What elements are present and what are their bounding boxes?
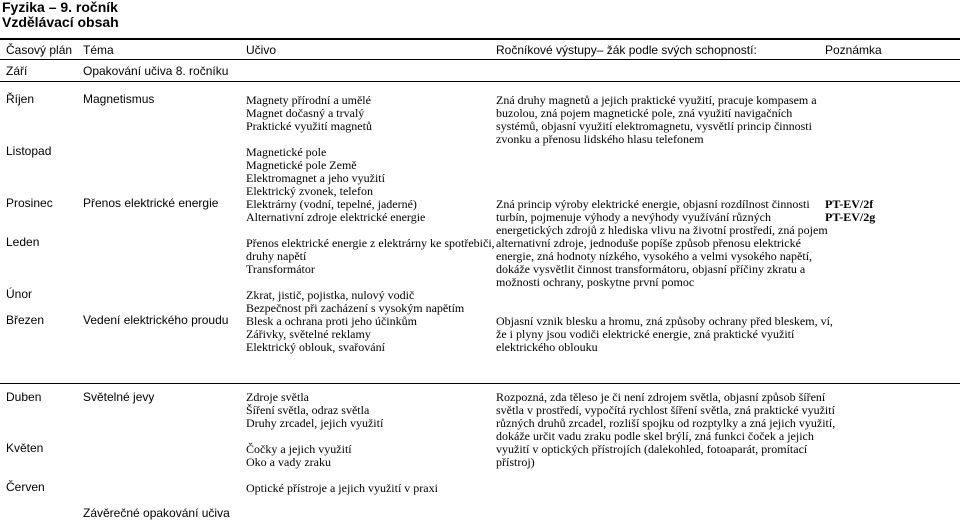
content-item: Zkrat, jistič, pojistka, nulový vodič: [246, 288, 415, 302]
month-february: Únor: [6, 287, 33, 301]
topic-energy-transfer: Přenos elektrické energie: [83, 196, 219, 210]
content-item: Druhy zrcadel, jejich využití: [246, 416, 384, 430]
content-item: Elektrický oblouk, svařování: [246, 340, 385, 354]
header-topic: Téma: [83, 43, 114, 57]
header-time-plan: Časový plán: [6, 43, 73, 57]
header-note: Poznámka: [825, 43, 882, 57]
header-outcomes: Ročníkové výstupy– žák podle svých schopností:: [496, 43, 757, 57]
content-item: Přenos elektrické energie z elektrárny ke spotřebiči,: [246, 236, 495, 250]
content-item: Magnetické pole Země: [246, 158, 357, 172]
content-item: Šíření světla, odraz světla: [246, 403, 370, 417]
content-item: Oko a vady zraku: [246, 455, 331, 469]
content-item: Elektrárny (vodní, tepelné, jaderné): [246, 197, 417, 211]
outcome-line: využití v optických přístrojích (dalekohled, fotoaparát, promítací: [496, 442, 808, 456]
outcome-line: dokáže určit vadu zraku podle skel brýlí, zná funkci čoček a jejich: [496, 429, 814, 443]
content-item: Bezpečnost při zacházení s vysokým napětím: [246, 301, 465, 315]
outcome-line: dokáže vysvětlit činnost transformátoru, objasní příčiny zkratu a: [496, 262, 806, 276]
outcome-line: zvonku a přenosu lidského hlasu telefonem: [496, 132, 704, 146]
month-november: Listopad: [6, 144, 52, 158]
content-item: Transformátor: [246, 262, 315, 276]
outcome-line: přístroj): [496, 455, 535, 469]
topic-review: Opakování učiva 8. ročníku: [83, 64, 229, 78]
content-item: Alternativní zdroje elektrické energie: [246, 210, 426, 224]
content-item: druhy napětí: [246, 249, 307, 263]
header-content: Učivo: [246, 43, 277, 57]
outcome-line: buzolou, zná pojem magnetické pole, zná využití navigačních: [496, 106, 793, 120]
month-april: Duben: [6, 390, 42, 404]
month-june: Červen: [6, 480, 45, 494]
topic-final-review: Závěrečné opakování učiva: [83, 506, 230, 520]
note-code: PT-EV/2f: [825, 197, 874, 211]
content-item: Blesk a ochrana proti jeho účinkům: [246, 314, 417, 328]
month-december: Prosinec: [6, 196, 53, 210]
month-october: Říjen: [6, 92, 35, 106]
content-item: Praktické využití magnetů: [246, 119, 372, 133]
outcome-line: Zná druhy magnetů a jejich praktické využití, pracuje kompasem a: [496, 93, 817, 107]
month-may: Květen: [6, 441, 44, 455]
topic-light: Světelné jevy: [83, 390, 155, 404]
content-item: Elektrický zvonek, telefon: [246, 184, 373, 198]
section-divider: [0, 383, 960, 384]
outcome-line: alternativní zdroje, jednoduše popíše způsob přenosu elektrické: [496, 236, 801, 250]
content-item: Zdroje světla: [246, 390, 309, 404]
content-item: Čočky a jejich využití: [246, 442, 352, 456]
topic-current-conduction: Vedení elektrického proudu: [83, 313, 229, 327]
content-item: Elektromagnet a jeho využití: [246, 171, 385, 185]
outcome-line: systémů, objasní využití elektromagnetu, vysvětlí princip činnosti: [496, 119, 812, 133]
content-item: Magnetické pole: [246, 145, 327, 159]
outcome-line: možnosti ochrany, poskytne první pomoc: [496, 275, 695, 289]
month-january: Leden: [6, 235, 40, 249]
header-bottom-border: [0, 59, 960, 60]
outcome-line: Zná princip výroby elektrické energie, objasní rozdílnost činnosti: [496, 197, 810, 211]
content-item: Magnet dočasný a trvalý: [246, 106, 365, 120]
outcome-line: světla v prostředí, vypočítá rychlost šíření světla, zná praktické využití: [496, 403, 835, 417]
month-march: Březen: [6, 313, 45, 327]
outcome-line: že i plyny jsou vodiči elektrické energie, zná praktické využití: [496, 327, 795, 341]
content-item: Optické přístroje a jejich využití v praxi: [246, 481, 438, 495]
content-item: Zářivky, světelné reklamy: [246, 327, 371, 341]
document-title: Fyzika – 9. ročník: [2, 0, 118, 15]
row-divider: [0, 81, 960, 82]
outcome-line: energie, zná hodnoty nízkého, vysokého a velmi vysokého napětí,: [496, 249, 813, 263]
outcome-line: energetických zdrojů z hlediska vlivu na životní prostředí, zná pojem: [496, 223, 828, 237]
outcome-line: různých druhů zrcadel, rozliší spojku od rozptylky a zná jejich využití,: [496, 416, 836, 430]
document-subtitle: Vzdělávací obsah: [2, 14, 119, 30]
note-code: PT-EV/2g: [825, 210, 876, 224]
outcome-line: elektrického oblouku: [496, 340, 598, 354]
header-top-border: [0, 38, 960, 40]
topic-magnetism: Magnetismus: [83, 92, 155, 106]
content-item: Magnety přírodní a umělé: [246, 93, 371, 107]
outcome-line: Rozpozná, zda těleso je či není zdrojem světla, objasní způsob šíření: [496, 390, 826, 404]
outcome-line: Objasní vznik blesku a hromu, zná způsoby ochrany před bleskem, ví,: [496, 314, 833, 328]
month-september: Září: [6, 64, 28, 78]
outcome-line: turbín, pojmenuje výhody a nevýhody využívání různých: [496, 210, 771, 224]
